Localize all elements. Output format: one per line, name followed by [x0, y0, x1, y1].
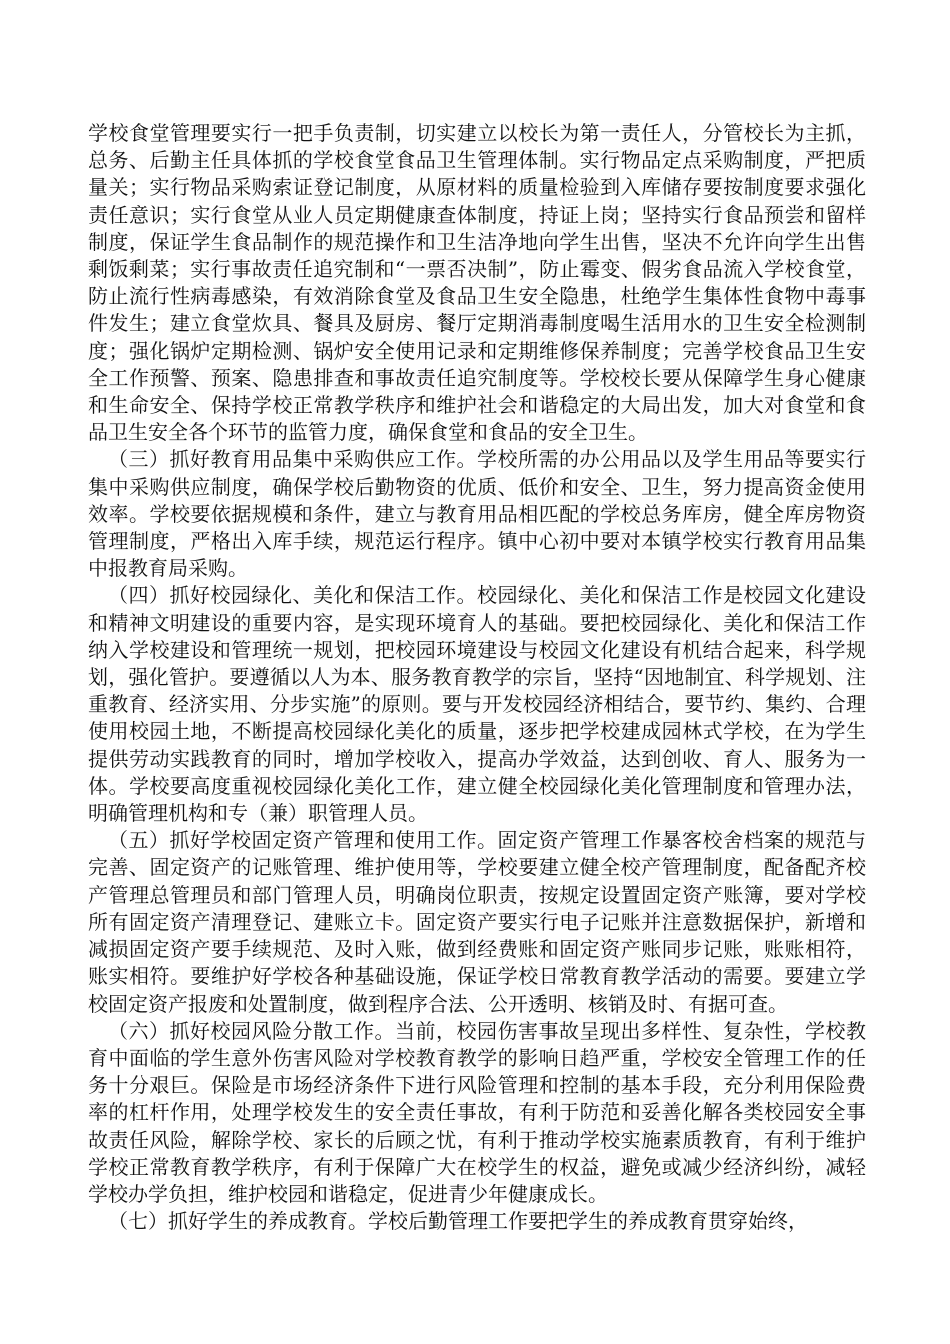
paragraph-section-7: （七）抓好学生的养成教育。学校后勤管理工作要把学生的养成教育贯穿始终，: [108, 1209, 808, 1234]
paragraph-section-4: （四）抓好校园绿化、美化和保洁工作。校园绿化、美化和保洁工作是校园文化建设和精神文明建设的重要内容，是实现环境育人的基础。要把校园绿化、美化和保洁工作纳入学校建设和管理统一规划，把校园环境建设与校园文化建设有机结合起来，科学规划，强化管护。要遵循以人为本、服务教育教学的宗旨，坚持“因地制宜、科学规划、注重教育、经济实用、分步实施”的原则。要与开发校园经济相结合，要节约、集约、合理使用校园土地，不断提高校园绿化美化的质量，逐步把学校建成园林式学校，在为学生提供劳动实践教育的同时，增加学校收入，提高办学效益，达到创收、育人、服务为一体。学校要高度重视校园绿化美化工作，建立健全校园绿化美化管理制度和管理办法，明确管理机构和专（兼）职管理人员。: [88, 583, 866, 826]
paragraph-section-6: （六）抓好校园风险分散工作。当前，校园伤害事故呈现出多样性、复杂性，学校教育中面临的学生意外伤害风险对学校教育教学的影响日趋严重，学校安全管理工作的任务十分艰巨。保险是市场经济条件下进行风险管理和控制的基本手段，充分利用保险费率的杠杆作用，处理学校发生的安全责任事故，有利于防范和妥善化解各类校园安全事故责任风险，解除学校、家长的后顾之忧，有利于推动学校实施素质教育，有利于维护学校正常教育教学秩序，有利于保障广大在校学生的权益，避免或减少经济纠纷，减轻学校办学负担，维护校园和谐稳定，促进青少年健康成长。: [88, 1018, 866, 1206]
paragraph-section-5: （五）抓好学校固定资产管理和使用工作。固定资产管理工作暴客校舍档案的规范与完善、固定资产的记账管理、维护使用等，学校要建立健全校产管理制度，配备配齐校产管理总管理员和部门管理人员，明确岗位职责，按规定设置固定资产账簿，要对学校所有固定资产清理登记、建账立卡。固定资产要实行电子记账并注意数据保护，新增和减损固定资产要手续规范、及时入账，做到经费账和固定资产账同步记账，账账相符，账实相符。要维护好学校各种基础设施，保证学校日常教育教学活动的需要。要建立学校固定资产报废和处置制度，做到程序合法、公开透明、核销及时、有据可查。: [88, 828, 866, 1016]
document-body: [88, 120, 866, 1235]
paragraph-section-3: （三）抓好教育用品集中采购供应工作。学校所需的办公用品以及学生用品等要实行集中采购供应制度，确保学校后勤物资的优质、低价和安全、卫生，努力提高资金使用效率。学校要依据规模和条件，建立与教育用品相匹配的学校总务库房，健全库房物资管理制度，严格出入库手续，规范运行程序。镇中心初中要对本镇学校实行教育用品集中报教育局采购。: [88, 447, 866, 581]
paragraph-canteen-management: 学校食堂管理要实行一把手负责制，切实建立以校长为第一责任人，分管校长为主抓，总务、后勤主任具体抓的学校食堂食品卫生管理体制。实行物品定点采购制度，严把质量关；实行物品采购索证登记制度，从原材料的质量检验到入库储存要按制度要求强化责任意识；实行食堂从业人员定期健康查体制度，持证上岗；坚持实行食品预尝和留样制度，保证学生食品制作的规范操作和卫生洁净地向学生出售，坚决不允许向学生出售剩饭剩菜；实行事故责任追究制和“一票否决制”，防止霉变、假劣食品流入学校食堂，防止流行性病毒感染，有效消除食堂及食品卫生安全隐患，杜绝学生集体性食物中毒事件发生；建立食堂炊具、餐具及厨房、餐厅定期消毒制度喝生活用水的卫生安全检测制度；强化锅炉定期检测、锅炉安全使用记录和定期维修保养制度；完善学校食品卫生安全工作预警、预案、隐患排查和事故责任追究制度等。学校校长要从保障学生身心健康和生命安全、保持学校正常教学秩序和维护社会和谐稳定的大局出发，加大对食堂和食品卫生安全各个环节的监管力度，确保食堂和食品的安全卫生。: [88, 121, 866, 445]
